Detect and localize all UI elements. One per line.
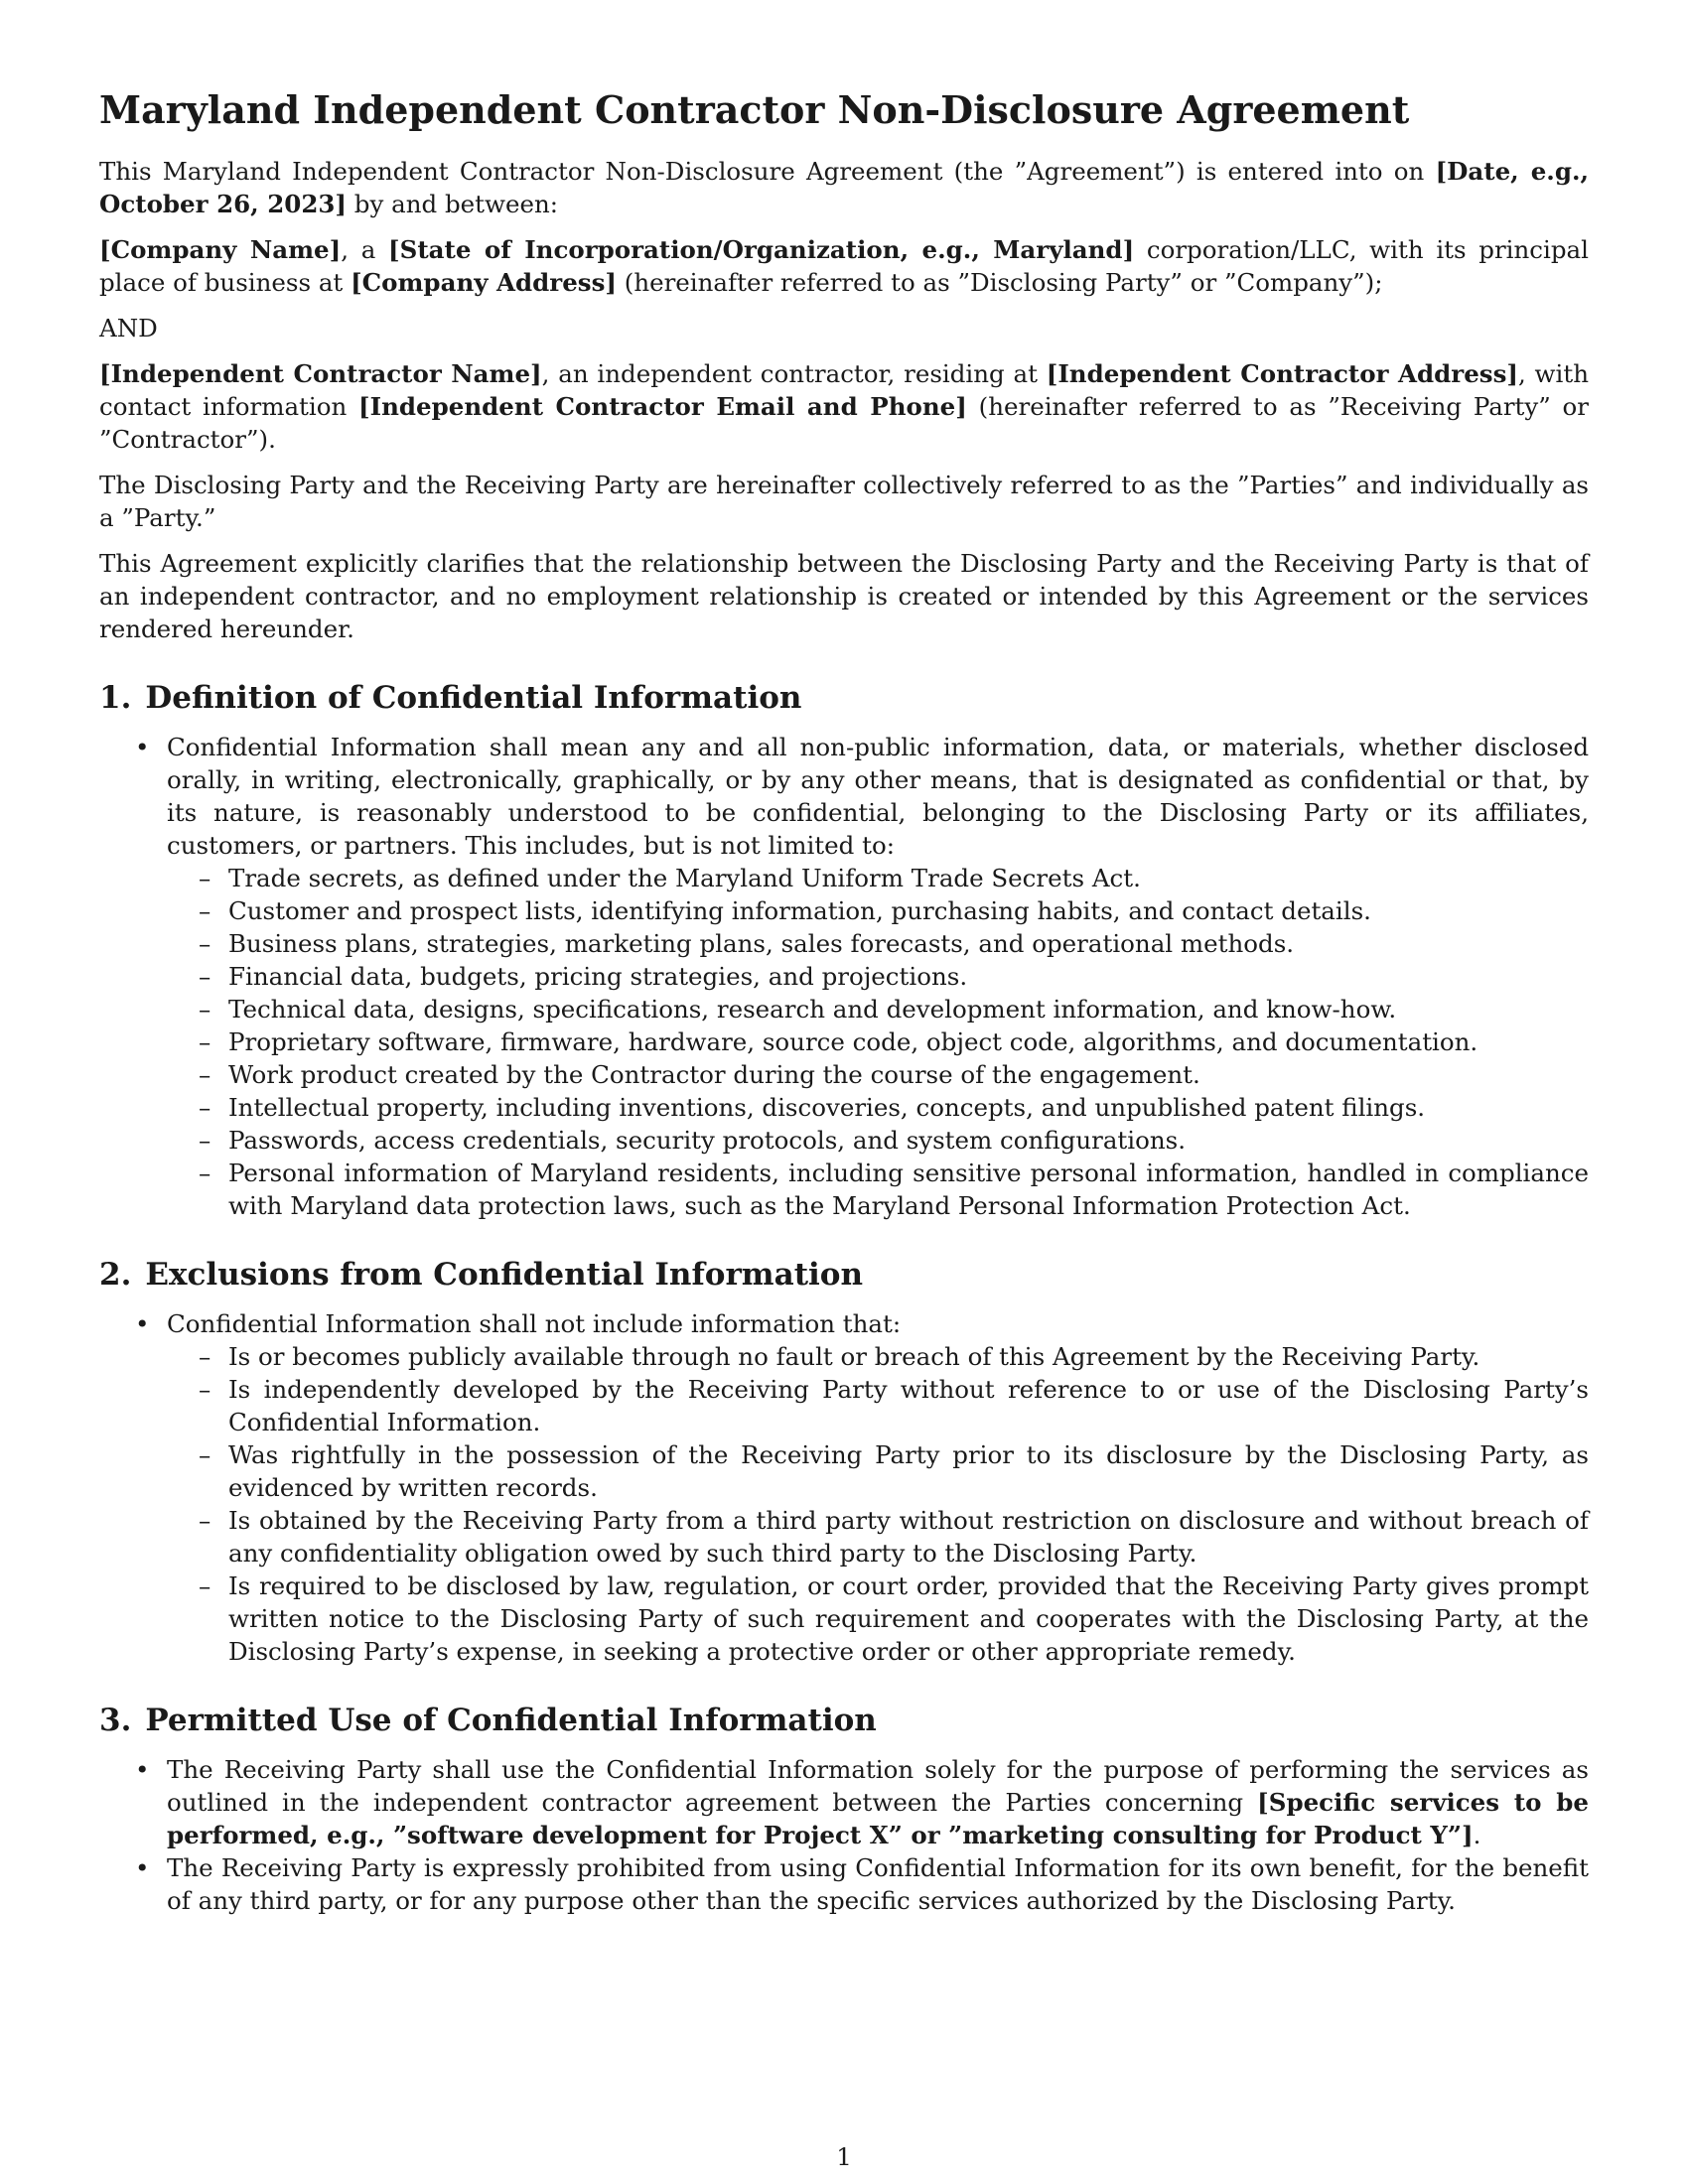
section-2-list: [99, 1307, 1589, 1668]
list-item: [167, 731, 1589, 1222]
document-title: Maryland Independent Contractor Non-Disclosure Agreement: [99, 87, 1410, 132]
sub-list-item: – Is required to be disclosed by law, regulation, or court order, provided that the Receiving Party gives prompt written notice to the Disclosing Party of such requirement and cooperates with the Disclosing Party, at the Disclosing Party’s expense, in seeking a protective order or other appropriate remedy.: [228, 1570, 1589, 1668]
section-title: Permitted Use of Confidential Information: [145, 1703, 877, 1738]
contractor-text: (hereinafter referred to as ”Receiving Party” or ”Contractor”).: [99, 392, 1589, 454]
sub-list-item: – Personal information of Maryland residents, including sensitive personal information, handled in compliance with Maryland data protection laws, such as the Maryland Personal Information Protection Act.: [228, 1157, 1589, 1222]
sub-list-item: – Technical data, designs, specifications, research and development information, and know-how.: [228, 993, 1589, 1025]
section-3-list: [99, 1753, 1589, 1917]
list-item: • The Receiving Party is expressly prohibited from using Confidential Information for its own benefit, for the benefit of any third party, or for any purpose other than the specific services authorized by the Disclosing Party.: [167, 1851, 1589, 1917]
services-placeholder: [Specific services to be performed, e.g., ”software development for Project X” or ”marketing consulting for Product Y”]: [167, 1788, 1589, 1849]
date-placeholder: [Date, e.g., October 26, 2023]: [99, 157, 1590, 218]
section-1-list: [99, 731, 1589, 1222]
contractor-text: , with contact information: [99, 359, 1589, 421]
sub-list-item: – Customer and prospect lists, identifying information, purchasing habits, and contact details.: [228, 894, 1589, 927]
list-item: [167, 1753, 1589, 1851]
relationship-paragraph: This Agreement explicitly clarifies that the relationship between the Disclosing Party and the Receiving Party is that of an independent contractor, and no employment relationship is created or intended by this Agreement or the services rendered hereunder.: [99, 549, 1589, 643]
section-3-heading: [99, 1702, 1589, 1739]
company-address-placeholder: [Company Address]: [351, 268, 617, 297]
parties-paragraph: The Disclosing Party and the Receiving Party are hereinafter collectively referred to as the ”Parties” and individually as a ”Party.”: [99, 471, 1589, 532]
contractor-contact-placeholder: [Independent Contractor Email and Phone]: [358, 392, 967, 421]
state-placeholder: [State of Incorporation/Organization, e.g., Maryland]: [388, 235, 1135, 264]
intro-text-end: by and between:: [347, 190, 559, 218]
company-paragraph: [99, 233, 1589, 299]
list-item-text: .: [1473, 1821, 1481, 1849]
contractor-text: , an independent contractor, residing at: [541, 359, 1047, 388]
section-title: Definition of Confidential Information: [145, 680, 802, 716]
sub-list-item: – Intellectual property, including inventions, discoveries, concepts, and unpublished patent filings.: [228, 1091, 1589, 1124]
sub-list-item: – Work product created by the Contractor during the course of the engagement.: [228, 1058, 1589, 1091]
page-number: 1: [836, 2142, 852, 2171]
contractor-name-placeholder: [Independent Contractor Name]: [99, 359, 542, 388]
section-number: 2.: [99, 1257, 132, 1293]
sub-list-item: – Trade secrets, as defined under the Maryland Uniform Trade Secrets Act.: [228, 862, 1589, 894]
sub-list-item: – Proprietary software, firmware, hardware, source code, object code, algorithms, and documentation.: [228, 1025, 1589, 1058]
list-item: [167, 1307, 1589, 1668]
sub-list-item: – Financial data, budgets, pricing strategies, and projections.: [228, 960, 1589, 993]
list-item-text: Confidential Information shall not include information that:: [167, 1309, 902, 1338]
sub-list-item: – Passwords, access credentials, security protocols, and system configurations.: [228, 1124, 1589, 1157]
section-2-heading: [99, 1256, 1589, 1294]
company-text: , a: [341, 235, 389, 264]
and-line: AND: [99, 314, 158, 342]
list-item-text: The Receiving Party shall use the Confidential Information solely for the purpose of performing the services as outlined in the independent contractor agreement between the Parties concerning: [167, 1755, 1589, 1817]
sub-list-item: – Was rightfully in the possession of the Receiving Party prior to its disclosure by the Disclosing Party, as evidenced by written records.: [228, 1438, 1589, 1504]
sub-list-item: – Is or becomes publicly available through no fault or breach of this Agreement by the Receiving Party.: [228, 1340, 1589, 1373]
company-text: corporation/LLC, with its principal place of business at: [99, 235, 1589, 297]
sub-list-item: – Business plans, strategies, marketing plans, sales forecasts, and operational methods.: [228, 927, 1589, 960]
section-number: 1.: [99, 680, 132, 716]
section-title: Exclusions from Confidential Information: [145, 1257, 864, 1293]
section-number: 3.: [99, 1703, 132, 1738]
document-page: [99, 77, 1589, 1917]
section-1-heading: [99, 679, 1589, 717]
intro-paragraph: [99, 155, 1589, 220]
sub-list: [167, 862, 1589, 1222]
list-item-text: Confidential Information shall mean any and all non-public information, data, or materials, whether disclosed orally, in writing, electronically, graphically, or by any other means, that is designated as confidential or that, by its nature, is reasonably understood to be confidential, belonging to the Disclosing Party or its affiliates, customers, or partners. This includes, but is not limited to:: [167, 733, 1589, 860]
company-name-placeholder: [Company Name]: [99, 235, 342, 264]
sub-list-item: – Is obtained by the Receiving Party from a third party without restriction on disclosure and without breach of any confidentiality obligation owed by such third party to the Disclosing Party.: [228, 1504, 1589, 1570]
sub-list: [167, 1340, 1589, 1668]
contractor-address-placeholder: [Independent Contractor Address]: [1046, 359, 1518, 388]
company-text: (hereinafter referred to as ”Disclosing Party” or ”Company”);: [616, 268, 1383, 297]
contractor-paragraph: [99, 357, 1589, 456]
sub-list-item: – Is independently developed by the Receiving Party without reference to or use of the Disclosing Party’s Confidential Information.: [228, 1373, 1589, 1438]
intro-text: This Maryland Independent Contractor Non-Disclosure Agreement (the ”Agreement”) is entered into on: [99, 157, 1436, 186]
